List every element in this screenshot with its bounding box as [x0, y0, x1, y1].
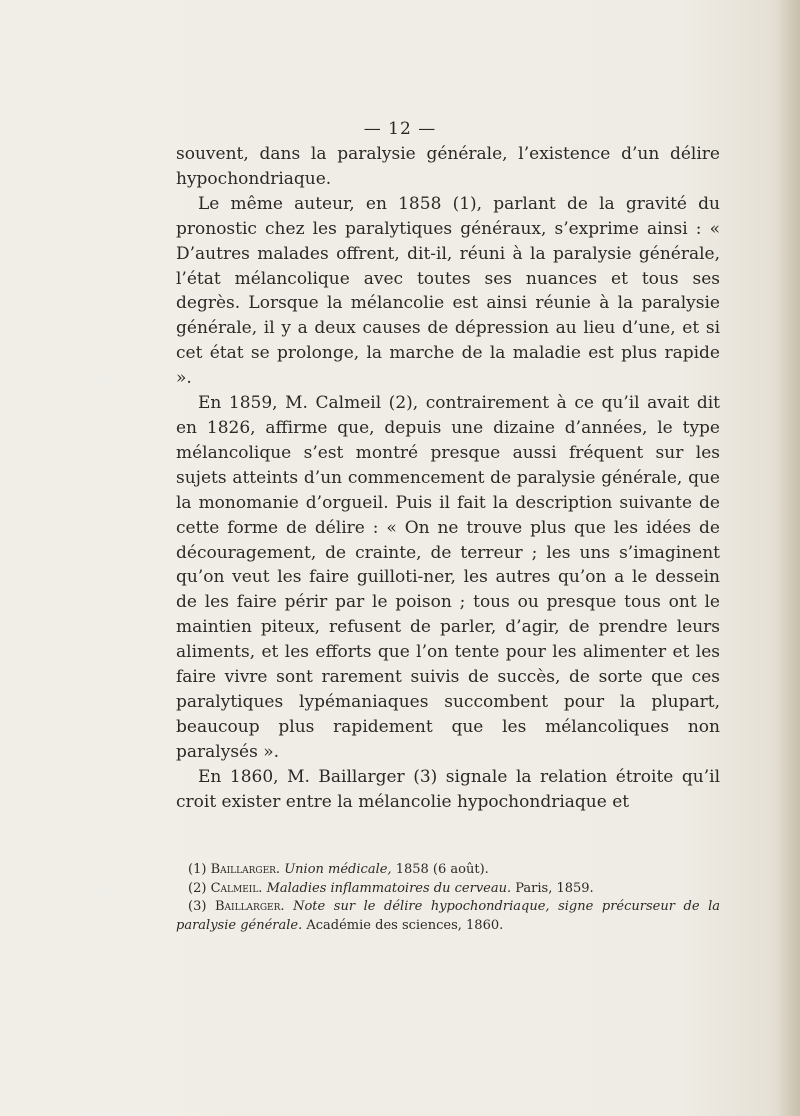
footnotes: [176, 861, 720, 935]
footnote-mark: (3): [188, 899, 207, 915]
footnote-1: [176, 861, 720, 880]
footnote-title: Maladies inflammatoires du cerveau.: [266, 880, 512, 896]
footnote-detail: 1858 (6 août).: [395, 862, 489, 877]
footnote-title: Note sur le délire hypochondriaque, signe précurseur de la paralysie générale.: [176, 899, 720, 933]
footnote-detail: Académie des sciences, 1860.: [306, 917, 504, 933]
footnote-3: [176, 898, 720, 935]
footnote-author: Baillarger.: [210, 862, 281, 877]
page-number: — 12 —: [363, 119, 437, 139]
paragraph-1: souvent, dans la paralysie générale, l’existence d’un délire hypochondriaque.: [176, 144, 720, 189]
body-text: [176, 142, 720, 814]
footnote-title: Union médicale,: [284, 862, 392, 877]
footnote-2: [176, 880, 720, 899]
paragraph-3: En 1859, M. Calmeil (2), contrairement à ce qu’il avait dit en 1826, affirme que, depuis une dizaine d’années, le type mélancolique s’est montré presque aussi fréquent sur les sujets atteints d’un commencement de paralysie générale, que la monomanie d’orgueil. Puis il fait la description suivante de cette forme de délire : « On ne trouve plus que les idées de découragement, de crainte, de terreur ; les uns s’imaginent qu’on veut les faire guilloti-ner, les autres qu’on a le dessein de les faire périr par le poison ; tous ou presque tous ont le maintien piteux, refusent de parler, d’agir, de prendre leurs aliments, et les efforts que l’on tente pour les alimenter et les faire vivre sont rarement suivis de succès, de sorte que ces paralytiques lypémaniaques succombent pour la plupart, beaucoup plus rapidement que les mélancoliques non paralysés ».: [176, 393, 720, 762]
footnote-mark: (2): [188, 880, 207, 896]
paragraph-4: En 1860, M. Baillarger (3) signale la relation étroite qu’il croit exister entre la mélancolie hypochondriaque et: [176, 766, 720, 812]
footnote-author: Calmeil.: [210, 880, 263, 896]
footnote-detail: Paris, 1859.: [515, 880, 594, 896]
paragraph-2: Le même auteur, en 1858 (1), parlant de la gravité du pronostic chez les paralytiques généraux, s’exprime ainsi : « D’autres malades offrent, dit-il, réuni à la paralysie générale, l’état mélancolique avec toutes ses nuances et tous ses degrès. Lorsque la mélancolie est ainsi réunie à la paralysie générale, il y a deux causes de dépression au lieu d’une, et si cet état se prolonge, la marche de la maladie est plus rapide ».: [176, 193, 720, 389]
page-edge-shadow: [778, 0, 800, 1116]
footnote-mark: (1): [188, 862, 207, 877]
footnote-author: Baillarger.: [215, 899, 285, 915]
